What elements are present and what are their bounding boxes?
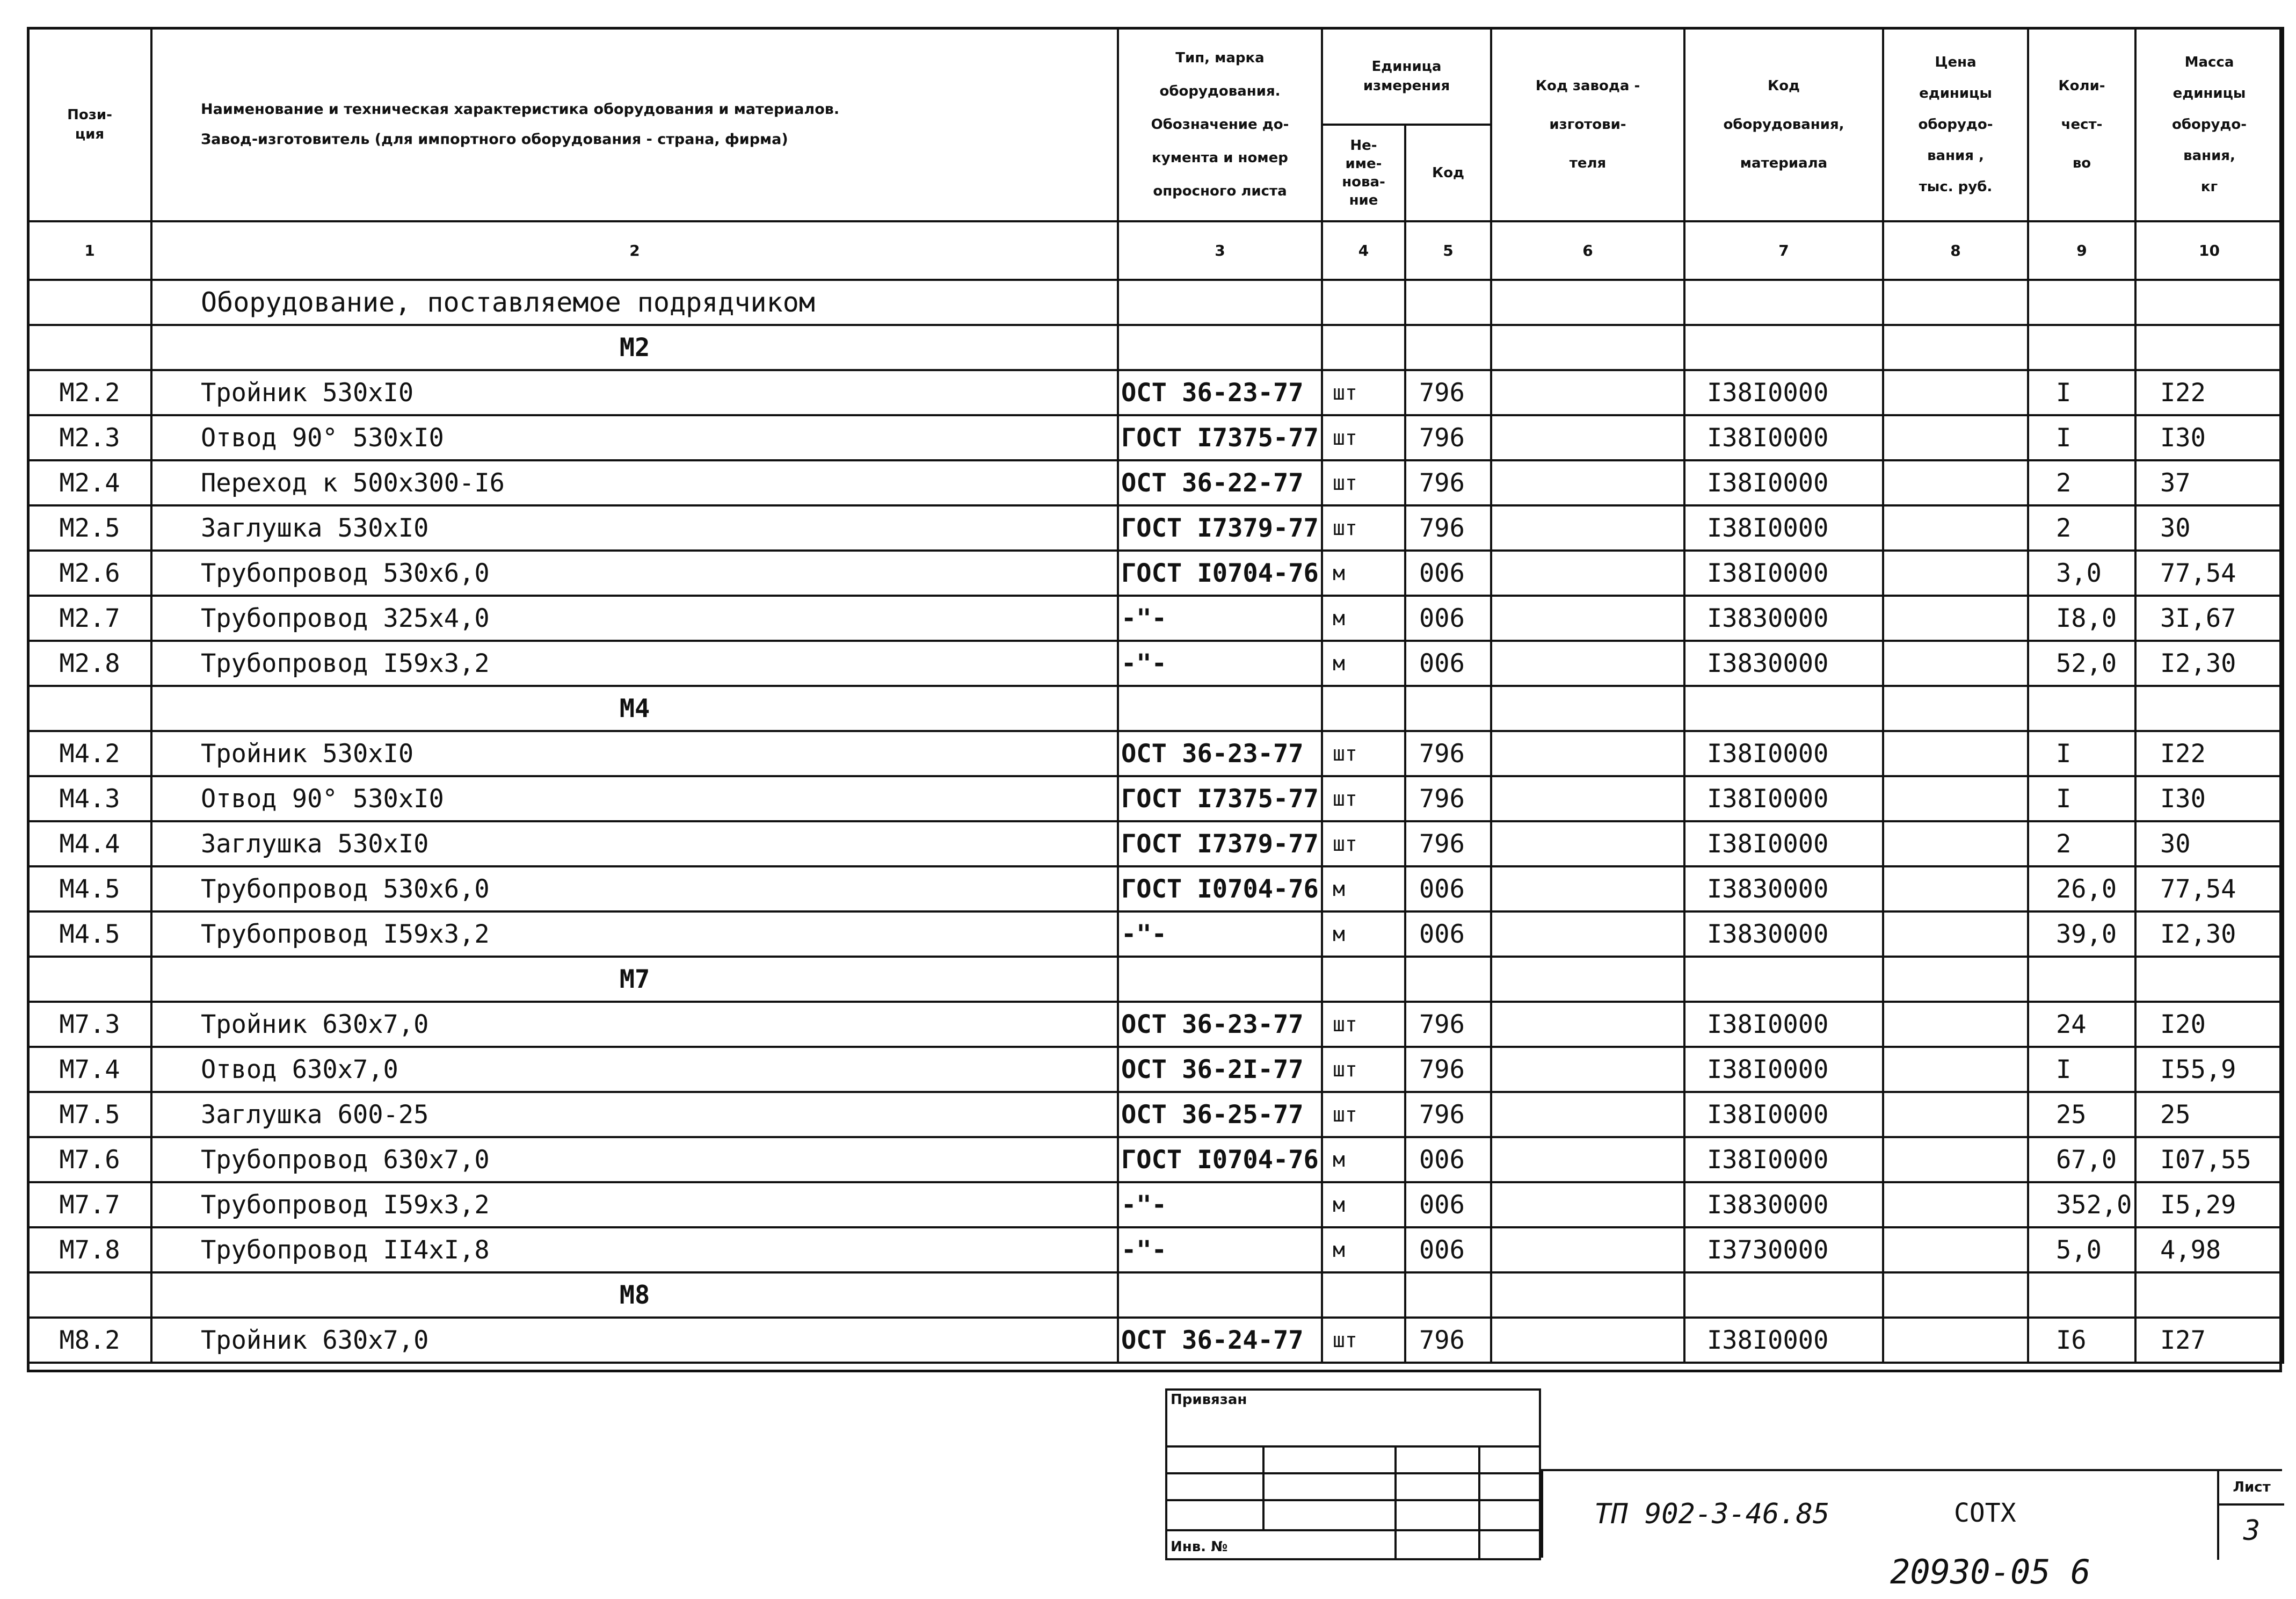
document-cell: ГОСТ I7375-77	[1118, 776, 1322, 821]
unit-code-cell: 796	[1405, 1047, 1491, 1092]
plant-code-cell	[1491, 1047, 1684, 1092]
sheet-cell	[2217, 1471, 2284, 1560]
plant-code-cell	[1491, 551, 1684, 596]
document-cell: ОСТ 36-24-77	[1118, 1318, 1322, 1363]
plant-code-cell	[1491, 370, 1684, 415]
header-price: Цена единицы оборудо- вания , тыс. руб.	[1883, 28, 2028, 221]
name-cell: Отвод 630х7,0	[151, 1047, 1118, 1092]
name-cell: Тройник 530хI0	[151, 731, 1118, 776]
group-row	[28, 957, 2283, 1002]
unit-name-cell: шт	[1322, 460, 1405, 505]
unit-code-cell: 796	[1405, 460, 1491, 505]
mass-cell: 77,54	[2135, 551, 2283, 596]
unit-name-cell: м	[1322, 596, 1405, 641]
quantity-cell: 67,0	[2028, 1137, 2135, 1182]
equipment-code-cell: I38I0000	[1684, 1002, 1883, 1047]
unit-name-cell: м	[1322, 551, 1405, 596]
unit-name-cell: шт	[1322, 370, 1405, 415]
position-cell: М7.3	[28, 1002, 151, 1047]
position-cell: М7.7	[28, 1182, 151, 1227]
unit-name-cell: шт	[1322, 1092, 1405, 1137]
unit-code-cell: 796	[1405, 731, 1491, 776]
name-cell: Трубопровод 325х4,0	[151, 596, 1118, 641]
unit-name-cell: шт	[1322, 1002, 1405, 1047]
unit-code-cell: 006	[1405, 1137, 1491, 1182]
position-cell: М8.2	[28, 1318, 151, 1363]
price-cell	[1883, 731, 2028, 776]
name-cell: Отвод 90° 530хI0	[151, 415, 1118, 460]
name-cell: Заглушка 530хI0	[151, 505, 1118, 551]
plant-code-cell	[1491, 596, 1684, 641]
unit-name-cell: м	[1322, 641, 1405, 686]
equipment-code-cell: I3830000	[1684, 866, 1883, 911]
document-cell: ОСТ 36-23-77	[1118, 370, 1322, 415]
name-cell: Трубопровод 630х7,0	[151, 1137, 1118, 1182]
position-cell: М2.5	[28, 505, 151, 551]
mass-cell: I22	[2135, 731, 2283, 776]
unit-name-cell: м	[1322, 1137, 1405, 1182]
unit-code-cell: 796	[1405, 776, 1491, 821]
position-cell: М4.2	[28, 731, 151, 776]
equipment-code-cell: I38I0000	[1684, 460, 1883, 505]
unit-code-cell: 796	[1405, 821, 1491, 866]
quantity-cell: 2	[2028, 505, 2135, 551]
quantity-cell: 5,0	[2028, 1227, 2135, 1272]
document-cell: -"-	[1118, 1227, 1322, 1272]
equipment-code-cell: I3830000	[1684, 641, 1883, 686]
equipment-code-cell: I38I0000	[1684, 731, 1883, 776]
unit-code-cell: 796	[1405, 1002, 1491, 1047]
quantity-cell: 352,0	[2028, 1182, 2135, 1227]
document-cell: ОСТ 36-2I-77	[1118, 1047, 1322, 1092]
table-row	[28, 1092, 2283, 1137]
mass-cell: 3I,67	[2135, 596, 2283, 641]
table-row	[28, 866, 2283, 911]
sheet-number: 3	[2243, 1515, 2261, 1547]
column-number: 4	[1322, 221, 1405, 280]
plant-code-cell	[1491, 1092, 1684, 1137]
quantity-cell: 52,0	[2028, 641, 2135, 686]
name-cell: Тройник 630х7,0	[151, 1318, 1118, 1363]
column-number: 7	[1684, 221, 1883, 280]
header-quantity: Коли- чест- во	[2028, 28, 2135, 221]
price-cell	[1883, 1047, 2028, 1092]
mass-cell: I27	[2135, 1318, 2283, 1363]
name-cell: Тройник 630х7,0	[151, 1002, 1118, 1047]
column-number: 5	[1405, 221, 1491, 280]
column-number: 9	[2028, 221, 2135, 280]
unit-code-cell: 006	[1405, 1182, 1491, 1227]
header-plant-code: Код завода - изготови- теля	[1491, 28, 1684, 221]
plant-code-cell	[1491, 1002, 1684, 1047]
position-cell: М2.2	[28, 370, 151, 415]
equipment-code-cell: I38I0000	[1684, 370, 1883, 415]
quantity-cell: 2	[2028, 460, 2135, 505]
mass-cell: 37	[2135, 460, 2283, 505]
price-cell	[1883, 1137, 2028, 1182]
quantity-cell: 3,0	[2028, 551, 2135, 596]
position-cell: М7.8	[28, 1227, 151, 1272]
table-row	[28, 596, 2283, 641]
equipment-code-cell: I3830000	[1684, 1182, 1883, 1227]
document-cell: -"-	[1118, 1182, 1322, 1227]
group-title: М8	[151, 1272, 1118, 1318]
price-cell	[1883, 1182, 2028, 1227]
quantity-cell: I	[2028, 776, 2135, 821]
equipment-code-cell: I38I0000	[1684, 1092, 1883, 1137]
section-title: Оборудование, поставляемое подрядчиком	[151, 280, 1118, 325]
document-cell: ОСТ 36-25-77	[1118, 1092, 1322, 1137]
column-number: 2	[151, 221, 1118, 280]
mass-cell: I20	[2135, 1002, 2283, 1047]
mass-cell: I55,9	[2135, 1047, 2283, 1092]
table-row	[28, 1002, 2283, 1047]
header-name	[151, 28, 1118, 221]
group-row	[28, 325, 2283, 370]
position-cell: М4.4	[28, 821, 151, 866]
title-block	[1541, 1469, 2282, 1558]
unit-name-cell: м	[1322, 866, 1405, 911]
group-row	[28, 686, 2283, 731]
equipment-code-cell: I38I0000	[1684, 1047, 1883, 1092]
quantity-cell: 25	[2028, 1092, 2135, 1137]
document-code: ТП 902-3-46.85	[1594, 1498, 1830, 1530]
specification-table	[27, 27, 2284, 1364]
table-row	[28, 460, 2283, 505]
group-title: М2	[151, 325, 1118, 370]
plant-code-cell	[1491, 505, 1684, 551]
quantity-cell: I8,0	[2028, 596, 2135, 641]
price-cell	[1883, 776, 2028, 821]
unit-code-cell: 796	[1405, 1318, 1491, 1363]
table-row	[28, 911, 2283, 957]
unit-name-cell: м	[1322, 911, 1405, 957]
unit-code-cell: 006	[1405, 911, 1491, 957]
section-row	[28, 280, 2283, 325]
price-cell	[1883, 505, 2028, 551]
name-cell: Трубопровод II4хI,8	[151, 1227, 1118, 1272]
column-number: 10	[2135, 221, 2283, 280]
position-cell: М2.8	[28, 641, 151, 686]
mass-cell: 30	[2135, 505, 2283, 551]
document-cell: ГОСТ I0704-76	[1118, 551, 1322, 596]
plant-code-cell	[1491, 821, 1684, 866]
column-number: 1	[28, 221, 151, 280]
equipment-code-cell: I38I0000	[1684, 821, 1883, 866]
header-unit-code: Код	[1405, 125, 1491, 221]
plant-code-cell	[1491, 776, 1684, 821]
document-cell: ОСТ 36-23-77	[1118, 731, 1322, 776]
name-cell: Тройник 530хI0	[151, 370, 1118, 415]
document-mark: СОТХ	[1954, 1498, 2016, 1528]
column-number: 3	[1118, 221, 1322, 280]
document-cell: ГОСТ I7379-77	[1118, 505, 1322, 551]
mass-cell: I2,30	[2135, 641, 2283, 686]
equipment-code-cell: I38I0000	[1684, 551, 1883, 596]
equipment-code-cell: I3830000	[1684, 596, 1883, 641]
unit-name-cell: шт	[1322, 1318, 1405, 1363]
table-row	[28, 1227, 2283, 1272]
name-cell: Отвод 90° 530хI0	[151, 776, 1118, 821]
position-cell: М2.3	[28, 415, 151, 460]
stamp-inv-label: Инв. №	[1171, 1539, 1228, 1555]
price-cell	[1883, 1092, 2028, 1137]
unit-code-cell: 006	[1405, 1227, 1491, 1272]
mass-cell: 77,54	[2135, 866, 2283, 911]
unit-code-cell: 796	[1405, 1092, 1491, 1137]
mass-cell: I07,55	[2135, 1137, 2283, 1182]
unit-name-cell: шт	[1322, 731, 1405, 776]
header-type: Тип, марка оборудования. Обозначение до- кумента и номер опросного листа	[1118, 28, 1322, 221]
plant-code-cell	[1491, 1137, 1684, 1182]
quantity-cell: I6	[2028, 1318, 2135, 1363]
position-cell: М2.7	[28, 596, 151, 641]
header-unit-name: Не- име- нова- ние	[1322, 125, 1405, 221]
table-row	[28, 776, 2283, 821]
quantity-cell: 39,0	[2028, 911, 2135, 957]
inventory-number: 20930-05 6	[1890, 1552, 2091, 1591]
table-row	[28, 1182, 2283, 1227]
price-cell	[1883, 821, 2028, 866]
name-cell: Трубопровод I59х3,2	[151, 911, 1118, 957]
table-row	[28, 505, 2283, 551]
name-cell: Переход к 500х300-I6	[151, 460, 1118, 505]
table-row	[28, 1047, 2283, 1092]
plant-code-cell	[1491, 460, 1684, 505]
group-title: М4	[151, 686, 1118, 731]
table-row	[28, 370, 2283, 415]
mass-cell: I22	[2135, 370, 2283, 415]
unit-code-cell: 796	[1405, 505, 1491, 551]
plant-code-cell	[1491, 1318, 1684, 1363]
price-cell	[1883, 415, 2028, 460]
table-row	[28, 821, 2283, 866]
mass-cell: I30	[2135, 776, 2283, 821]
unit-code-cell: 796	[1405, 370, 1491, 415]
price-cell	[1883, 596, 2028, 641]
quantity-cell: I	[2028, 415, 2135, 460]
name-cell: Заглушка 530хI0	[151, 821, 1118, 866]
price-cell	[1883, 641, 2028, 686]
position-cell: М7.4	[28, 1047, 151, 1092]
stamp-title: Привязан	[1171, 1392, 1247, 1408]
quantity-cell: I	[2028, 731, 2135, 776]
mass-cell: I5,29	[2135, 1182, 2283, 1227]
unit-name-cell: м	[1322, 1182, 1405, 1227]
table-row	[28, 415, 2283, 460]
equipment-code-cell: I38I0000	[1684, 776, 1883, 821]
plant-code-cell	[1491, 911, 1684, 957]
equipment-code-cell: I38I0000	[1684, 1137, 1883, 1182]
group-row	[28, 1272, 2283, 1318]
equipment-code-cell: I38I0000	[1684, 505, 1883, 551]
column-numbers-row	[28, 221, 2283, 280]
document-cell: -"-	[1118, 641, 1322, 686]
table-row	[28, 641, 2283, 686]
unit-code-cell: 006	[1405, 596, 1491, 641]
price-cell	[1883, 866, 2028, 911]
name-cell: Трубопровод 530х6,0	[151, 551, 1118, 596]
mass-cell: 25	[2135, 1092, 2283, 1137]
document-cell: ОСТ 36-22-77	[1118, 460, 1322, 505]
mass-cell: I30	[2135, 415, 2283, 460]
equipment-code-cell: I3730000	[1684, 1227, 1883, 1272]
price-cell	[1883, 911, 2028, 957]
quantity-cell: 2	[2028, 821, 2135, 866]
document-cell: ГОСТ I0704-76	[1118, 1137, 1322, 1182]
plant-code-cell	[1491, 866, 1684, 911]
plant-code-cell	[1491, 1182, 1684, 1227]
unit-name-cell: м	[1322, 1227, 1405, 1272]
header-equipment-code: Код оборудования, материала	[1684, 28, 1883, 221]
position-cell: М2.6	[28, 551, 151, 596]
position-cell: М7.6	[28, 1137, 151, 1182]
position-cell: М7.5	[28, 1092, 151, 1137]
table-row	[28, 731, 2283, 776]
group-title: М7	[151, 957, 1118, 1002]
price-cell	[1883, 1002, 2028, 1047]
document-cell: ГОСТ I7379-77	[1118, 821, 1322, 866]
unit-code-cell: 796	[1405, 415, 1491, 460]
column-number: 8	[1883, 221, 2028, 280]
name-cell: Трубопровод I59х3,2	[151, 641, 1118, 686]
unit-name-cell: шт	[1322, 415, 1405, 460]
mass-cell: 4,98	[2135, 1227, 2283, 1272]
name-cell: Заглушка 600-25	[151, 1092, 1118, 1137]
plant-code-cell	[1491, 731, 1684, 776]
plant-code-cell	[1491, 1227, 1684, 1272]
unit-code-cell: 006	[1405, 641, 1491, 686]
equipment-code-cell: I38I0000	[1684, 1318, 1883, 1363]
document-cell: -"-	[1118, 911, 1322, 957]
plant-code-cell	[1491, 415, 1684, 460]
header-unit-group: Единица измерения	[1322, 28, 1491, 125]
header-mass: Масса единицы оборудо- вания, кг	[2135, 28, 2283, 221]
sheet-label: Лист	[2219, 1471, 2284, 1506]
document-cell: ОСТ 36-23-77	[1118, 1002, 1322, 1047]
price-cell	[1883, 1227, 2028, 1272]
equipment-code-cell: I3830000	[1684, 911, 1883, 957]
position-cell: М4.5	[28, 866, 151, 911]
unit-name-cell: шт	[1322, 776, 1405, 821]
quantity-cell: I	[2028, 370, 2135, 415]
mass-cell: 30	[2135, 821, 2283, 866]
unit-name-cell: шт	[1322, 505, 1405, 551]
equipment-code-cell: I38I0000	[1684, 415, 1883, 460]
position-cell: М4.5	[28, 911, 151, 957]
document-cell: ГОСТ I7375-77	[1118, 415, 1322, 460]
position-cell: М4.3	[28, 776, 151, 821]
name-cell: Трубопровод 530х6,0	[151, 866, 1118, 911]
unit-code-cell: 006	[1405, 866, 1491, 911]
price-cell	[1883, 460, 2028, 505]
header-position: Пози- ция	[28, 28, 151, 221]
name-cell: Трубопровод I59х3,2	[151, 1182, 1118, 1227]
column-number: 6	[1491, 221, 1684, 280]
header-name-line1: Наименование и техническая характеристика оборудования и материалов.	[201, 101, 840, 118]
quantity-cell: I	[2028, 1047, 2135, 1092]
unit-name-cell: шт	[1322, 821, 1405, 866]
plant-code-cell	[1491, 641, 1684, 686]
price-cell	[1883, 1318, 2028, 1363]
table-row	[28, 1318, 2283, 1363]
quantity-cell: 24	[2028, 1002, 2135, 1047]
table-row	[28, 551, 2283, 596]
binding-stamp	[1165, 1388, 1541, 1560]
quantity-cell: 26,0	[2028, 866, 2135, 911]
price-cell	[1883, 370, 2028, 415]
header-name-line2: Завод-изготовитель (для импортного оборудования - страна, фирма)	[201, 131, 788, 148]
price-cell	[1883, 551, 2028, 596]
unit-code-cell: 006	[1405, 551, 1491, 596]
position-cell: М2.4	[28, 460, 151, 505]
document-cell: ГОСТ I0704-76	[1118, 866, 1322, 911]
mass-cell: I2,30	[2135, 911, 2283, 957]
table-row	[28, 1137, 2283, 1182]
unit-name-cell: шт	[1322, 1047, 1405, 1092]
document-cell: -"-	[1118, 596, 1322, 641]
